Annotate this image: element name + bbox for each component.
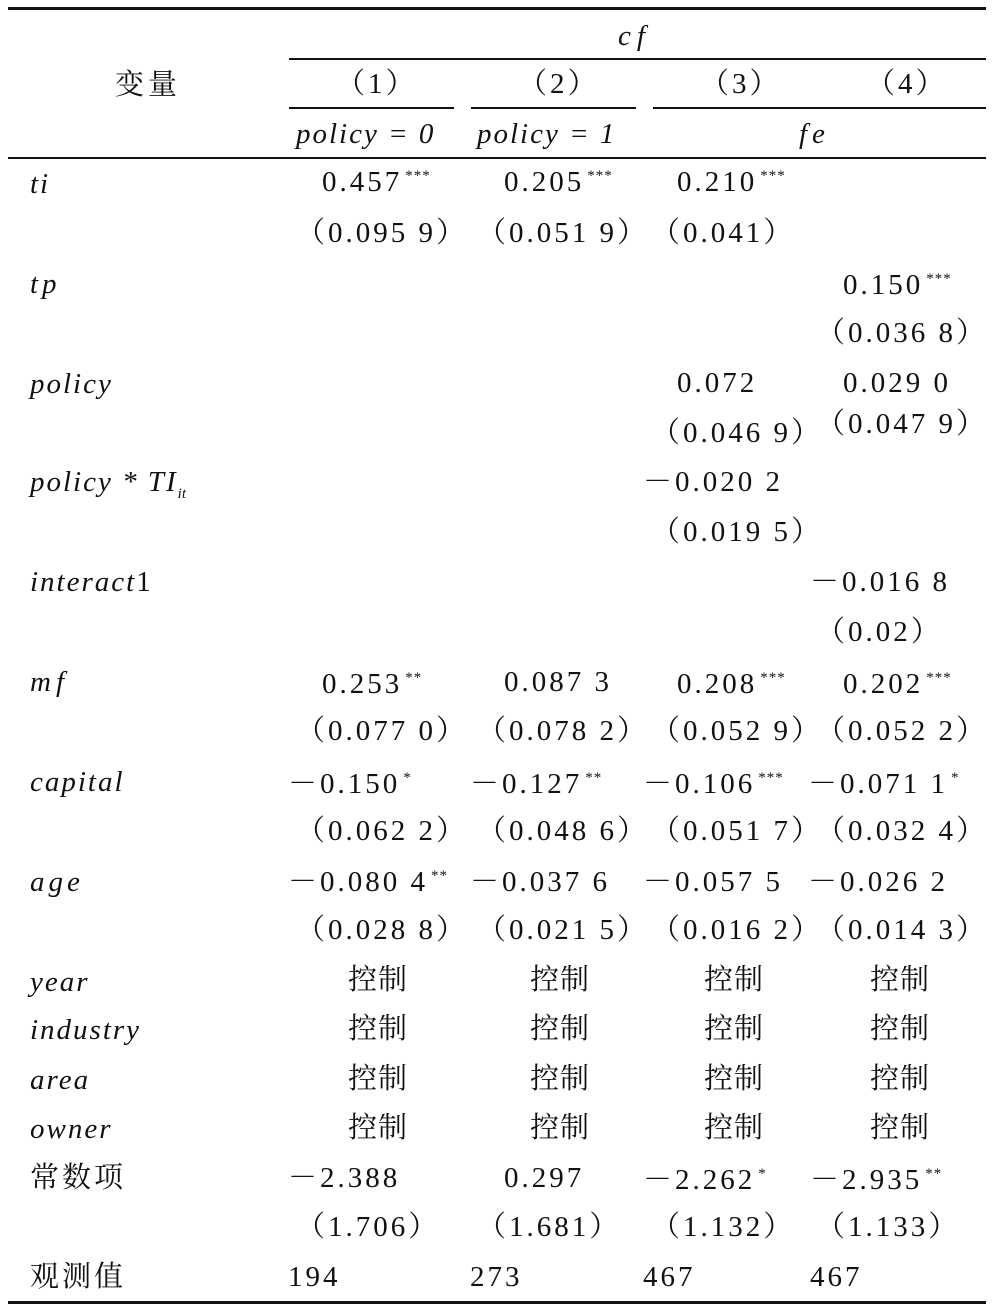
top-rule: [8, 7, 986, 10]
capital-se3: （0.051 7）: [651, 815, 824, 847]
const-col4: －2.935 **: [810, 1164, 943, 1196]
const-se4: （1.133）: [816, 1211, 961, 1243]
capital-col1: －0.150 *: [288, 768, 412, 800]
col-3-header: （3）: [700, 68, 782, 100]
policy-ti-se3: （0.019 5）: [651, 516, 824, 548]
header-rule: [8, 157, 986, 159]
cf-header: cf: [618, 20, 651, 52]
const-se3: （1.132）: [651, 1211, 796, 1243]
row-label-age: age: [30, 866, 84, 898]
ti-se2: （0.051 9）: [477, 217, 650, 249]
capital-col4: －0.071 1 *: [808, 768, 960, 800]
row-label-policy-ti: policy * $TI_{it}$: [30, 466, 186, 502]
mf-col2: 0.087 3: [504, 666, 612, 698]
owner-col2: 控制: [530, 1110, 591, 1144]
year-col1: 控制: [348, 962, 409, 996]
row-label-area: area: [30, 1064, 91, 1096]
interact1-se4: （0.02）: [816, 616, 943, 648]
year-col3: 控制: [704, 962, 765, 996]
mf-se3: （0.052 9）: [651, 715, 824, 747]
row-label-policy: policy: [30, 368, 113, 400]
age-col3: －0.057 5: [643, 866, 784, 898]
row-label-industry: industry: [30, 1014, 142, 1046]
policy-col3: 0.072: [677, 367, 758, 399]
mf-se2: （0.078 2）: [477, 715, 650, 747]
sub-header-policy1: policy = 1: [477, 118, 617, 150]
ti-col3: 0.210 ***: [677, 166, 786, 198]
age-se4: （0.014 3）: [816, 914, 989, 946]
age-se1: （0.028 8）: [296, 914, 469, 946]
industry-col4: 控制: [870, 1011, 931, 1045]
tp-col4: 0.150 ***: [843, 269, 952, 301]
row-label-capital: capital: [30, 766, 125, 798]
year-col4: 控制: [870, 962, 931, 996]
row-label-observations: 观测值: [30, 1259, 127, 1293]
obs-col1: 194: [288, 1261, 341, 1293]
col-1-header: （1）: [336, 68, 418, 100]
age-se2: （0.021 5）: [477, 914, 650, 946]
area-col3: 控制: [704, 1061, 765, 1095]
const-col2: 0.297: [504, 1162, 585, 1194]
sub-header-policy0: policy = 0: [296, 118, 436, 150]
owner-col3: 控制: [704, 1110, 765, 1144]
interact1-col4: －0.016 8: [810, 566, 951, 598]
capital-col3: －0.106 ***: [643, 768, 784, 800]
policy-se4: （0.047 9）: [816, 408, 989, 440]
policy-ti-col3: －0.020 2: [643, 466, 784, 498]
age-col2: －0.037 6: [470, 866, 611, 898]
row-label-ti: ti: [30, 168, 51, 200]
ti-col1: 0.457 ***: [322, 166, 431, 198]
capital-se4: （0.032 4）: [816, 815, 989, 847]
row-label-owner: owner: [30, 1113, 113, 1145]
mf-col4: 0.202 ***: [843, 668, 952, 700]
row-label-constant: 常数项: [30, 1160, 127, 1194]
sub-header-fe: fe: [799, 118, 830, 150]
area-col1: 控制: [348, 1061, 409, 1095]
ti-se1: （0.095 9）: [296, 217, 469, 249]
tp-se4: （0.036 8）: [816, 317, 989, 349]
const-se2: （1.681）: [477, 1211, 622, 1243]
age-se3: （0.016 2）: [651, 914, 824, 946]
const-se1: （1.706）: [296, 1211, 441, 1243]
age-col4: －0.026 2: [808, 866, 949, 898]
policy-col4: 0.029 0: [843, 367, 951, 399]
obs-col3: 467: [643, 1261, 696, 1293]
col-2-header: （2）: [518, 68, 600, 100]
row-label-interact1: interact1: [30, 566, 154, 598]
ti-col2: 0.205 ***: [504, 166, 613, 198]
industry-col1: 控制: [348, 1011, 409, 1045]
age-col1: －0.080 4 **: [288, 866, 449, 898]
col-4-header: （4）: [866, 68, 948, 100]
row-label-year: year: [30, 966, 90, 998]
owner-col4: 控制: [870, 1110, 931, 1144]
mf-se4: （0.052 2）: [816, 715, 989, 747]
bottom-rule: [8, 1301, 986, 1304]
var-header: 变量: [115, 67, 182, 101]
const-col3: －2.262 *: [643, 1164, 767, 1196]
obs-col4: 467: [810, 1261, 863, 1293]
row-label-mf: mf: [30, 666, 69, 698]
policy-se3: （0.046 9）: [651, 417, 824, 449]
year-col2: 控制: [530, 962, 591, 996]
cf-rule: [289, 58, 986, 60]
mf-se1: （0.077 0）: [296, 715, 469, 747]
mf-col1: 0.253 **: [322, 668, 423, 700]
area-col2: 控制: [530, 1061, 591, 1095]
capital-se2: （0.048 6）: [477, 815, 650, 847]
area-col4: 控制: [870, 1061, 931, 1095]
industry-col3: 控制: [704, 1011, 765, 1045]
col1-rule: [289, 107, 454, 109]
col34-rule: [653, 107, 986, 109]
ti-se3: （0.041）: [651, 217, 796, 249]
const-col1: －2.388: [288, 1162, 401, 1194]
row-label-tp: tp: [30, 268, 61, 300]
col2-rule: [471, 107, 636, 109]
industry-col2: 控制: [530, 1011, 591, 1045]
owner-col1: 控制: [348, 1110, 409, 1144]
capital-col2: －0.127 **: [470, 768, 603, 800]
obs-col2: 273: [470, 1261, 523, 1293]
capital-se1: （0.062 2）: [296, 815, 469, 847]
mf-col3: 0.208 ***: [677, 668, 786, 700]
